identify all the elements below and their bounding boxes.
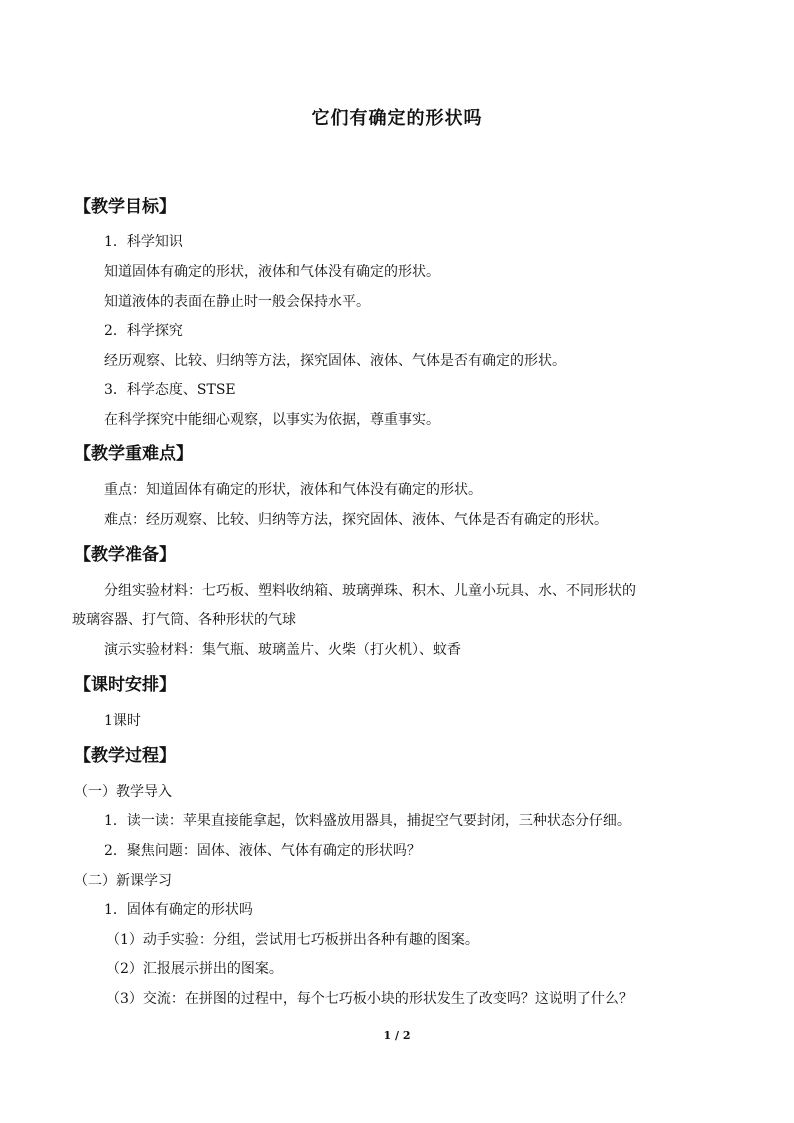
section-heading-process: 【教学过程】	[74, 746, 176, 766]
process-part-2-item-1: 1．固体有确定的形状吗	[104, 902, 253, 918]
section-heading-goals: 【教学目标】	[74, 197, 176, 217]
goal-item-1: 1．科学知识	[104, 234, 183, 250]
page-number: 1 / 2	[383, 1029, 411, 1042]
document-title: 它们有确定的形状吗	[311, 108, 483, 129]
goal-item-1-a: 知道固体有确定的形状，液体和气体没有确定的形状。	[104, 264, 440, 280]
goal-item-3: 3．科学态度、STSE	[104, 382, 236, 398]
goal-item-2-a: 经历观察、比较、归纳等方法，探究固体、液体、气体是否有确定的形状。	[104, 353, 566, 369]
goal-item-3-a: 在科学探究中能细心观察，以事实为依据，尊重事实。	[104, 412, 440, 428]
process-part-1-item-1: 1．读一读：苹果直接能拿起，饮料盛放用器具，捕捉空气要封闭，三种状态分仔细。	[104, 813, 631, 829]
section-heading-preparation: 【教学准备】	[74, 545, 176, 565]
process-step-2: （2）汇报展示拼出的图案。	[106, 961, 283, 977]
prep-demo-materials: 演示实验材料：集气瓶、玻璃盖片、火柴（打火机）、蚊香	[104, 642, 461, 658]
process-part-1-item-2: 2．聚焦问题：固体、液体、气体有确定的形状吗？	[104, 843, 421, 859]
section-heading-key-points: 【教学重难点】	[74, 444, 193, 464]
goal-item-2: 2．科学探究	[104, 323, 183, 339]
process-step-1: （1）动手实验：分组，尝试用七巧板拼出各种有趣的图案。	[106, 932, 479, 948]
schedule-text: 1课时	[104, 713, 141, 729]
process-step-3: （3）交流：在拼图的过程中，每个七巧板小块的形状发生了改变吗？这说明了什么？	[106, 991, 633, 1007]
process-part-1: （一）教学导入	[74, 784, 172, 800]
prep-group-materials-line-1: 分组实验材料：七巧板、塑料收纳箱、玻璃弹珠、积木、儿童小玩具、水、不同形状的	[104, 583, 636, 599]
goal-item-1-b: 知道液体的表面在静止时一般会保持水平。	[104, 294, 370, 310]
section-heading-schedule: 【课时安排】	[74, 675, 176, 695]
process-part-2: （二）新课学习	[74, 873, 172, 889]
key-focus: 重点：知道固体有确定的形状，液体和气体没有确定的形状。	[104, 482, 482, 498]
key-difficulty: 难点：经历观察、比较、归纳等方法，探究固体、液体、气体是否有确定的形状。	[104, 512, 608, 528]
prep-group-materials-line-2: 玻璃容器、打气筒、各种形状的气球	[72, 612, 296, 628]
